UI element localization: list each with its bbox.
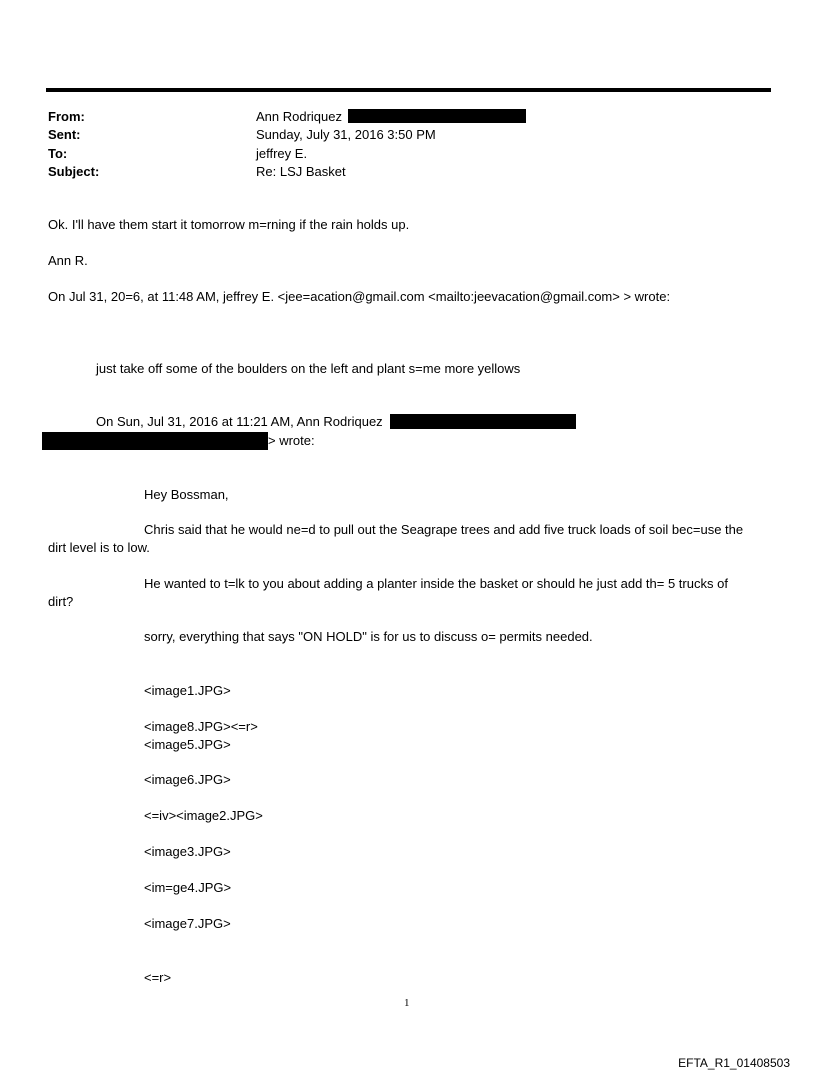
paragraph-line: He wanted to t=lk to you about adding a planter inside the basket or should he just add th= 5 trucks of	[144, 576, 728, 591]
paragraph-line: dirt?	[48, 594, 74, 609]
from-label: From:	[48, 109, 85, 124]
from-value: Ann Rodriquez	[256, 109, 342, 124]
to-value: jeffrey E.	[256, 146, 308, 161]
attachment-ref: <image3.JPG>	[144, 844, 231, 859]
attachment-ref: <image1.JPG>	[144, 683, 231, 698]
subject-value: Re: LSJ Basket	[256, 164, 346, 179]
closing-tag: <=r>	[144, 970, 172, 985]
greeting: Hey Bossman,	[144, 487, 229, 502]
subject-label: Subject:	[48, 164, 100, 179]
attachment-ref: <image8.JPG><=r>	[144, 719, 258, 734]
quote-header: On Sun, Jul 31, 2016 at 11:21 AM, Ann Rodriquez	[96, 414, 383, 429]
quote-header: On Jul 31, 20=6, at 11:48 AM, jeffrey E. <jee=acation@gmail.com <mailto:jeevacation@gmail.com> > wrote:	[48, 289, 671, 304]
message-line: Ok. I'll have them start it tomorrow m=rning if the rain holds up.	[48, 217, 410, 232]
paragraph-line: Chris said that he would ne=d to pull out the Seagrape trees and add five truck loads of soil bec=use the	[144, 522, 744, 537]
page-number: 1	[404, 997, 410, 1009]
redaction-box	[42, 432, 268, 450]
attachment-ref: <image6.JPG>	[144, 772, 231, 787]
paragraph-line: sorry, everything that says "ON HOLD" is for us to discuss o= permits needed.	[144, 629, 593, 644]
header-rule	[46, 88, 771, 92]
quoted-message: just take off some of the boulders on the left and plant s=me more yellows	[96, 361, 521, 376]
attachment-ref: <=iv><image2.JPG>	[144, 808, 263, 823]
sent-value: Sunday, July 31, 2016 3:50 PM	[256, 127, 436, 142]
quote-wrote: > wrote:	[268, 433, 315, 448]
redaction-box	[390, 414, 576, 429]
to-label: To:	[48, 146, 68, 161]
attachment-ref: <image7.JPG>	[144, 916, 231, 931]
document-id: EFTA_R1_01408503	[678, 1056, 790, 1070]
attachment-ref: <im=ge4.JPG>	[144, 880, 232, 895]
signature: Ann R.	[48, 253, 88, 268]
redaction-box	[348, 109, 526, 123]
sent-label: Sent:	[48, 127, 81, 142]
attachment-ref: <image5.JPG>	[144, 737, 231, 752]
paragraph-line: dirt level is to low.	[48, 540, 150, 555]
